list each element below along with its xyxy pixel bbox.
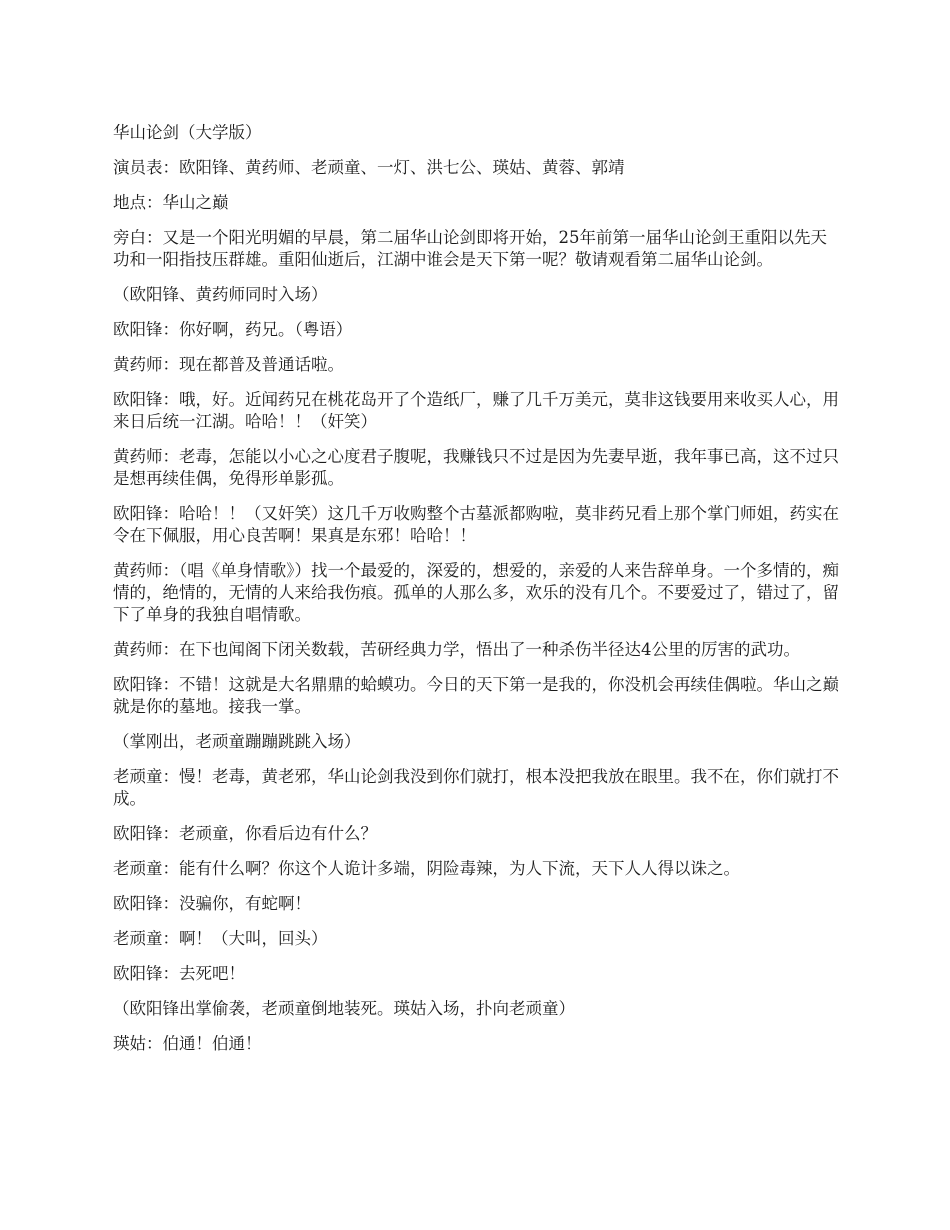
narration-paragraph: 旁白：又是一个阳光明媚的早晨，第二届华山论剑即将开始，25年前第一届华山论剑王重阳以先天功和一阳指技压群雄。重阳仙逝后，江湖中谁会是天下第一呢？敬请观看第二届华山论剑。 (113, 228, 827, 269)
stage-direction: （掌刚出，老顽童蹦蹦跳跳入场） (113, 732, 361, 751)
dialogue-line: 老顽童：啊！（大叫，回头） (113, 929, 328, 948)
dialogue-line: 黄药师：现在都普及普通话啦。 (113, 355, 344, 374)
location-line: 地点：华山之巅 (113, 193, 229, 212)
dialogue-line: 瑛姑：伯通！伯通！ (113, 1034, 262, 1053)
dialogue-line: 黄药师：（唱《单身情歌》）找一个最爱的，深爱的，想爱的，亲爱的人来告辞单身。一个多情的，痴情的，绝情的，无情的人来给我伤痕。孤单的人那么多，欢乐的没有几个。不要爱过了，错过了，留下了单身的我独自唱情歌。 (113, 561, 839, 624)
document-body (113, 122, 841, 1068)
dialogue-line: 黄药师：在下也闻阁下闭关数载，苦研经典力学，悟出了一种杀伤半径达4公里的厉害的武功。 (113, 640, 800, 659)
document-title: 华山论剑（大学版） (113, 123, 262, 142)
stage-direction: （欧阳锋出掌偷袭，老顽童倒地装死。瑛姑入场，扑向老顽童） (113, 999, 575, 1018)
dialogue-line: 欧阳锋：你好啊，药兄。（粤语） (113, 320, 353, 339)
stage-direction: （欧阳锋、黄药师同时入场） (113, 285, 328, 304)
dialogue-line: 黄药师：老毒，怎能以小心之心度君子腹呢，我赚钱只不过是因为先妻早逝，我年事已高，这不过只是想再续佳偶，免得形单影孤。 (113, 447, 839, 488)
dialogue-line: 欧阳锋：没骗你，有蛇啊！ (113, 894, 311, 913)
dialogue-line: 老顽童：能有什么啊？你这个人诡计多端，阴险毒辣，为人下流，天下人人得以诛之。 (113, 859, 740, 878)
dialogue-line: 老顽童：慢！老毒，黄老邪，华山论剑我没到你们就打，根本没把我放在眼里。我不在，你们就打不成。 (113, 767, 839, 808)
dialogue-line: 欧阳锋：不错！这就是大名鼎鼎的蛤蟆功。今日的天下第一是我的，你没机会再续佳偶啦。华山之巅就是你的墓地。接我一掌。 (113, 675, 839, 716)
dialogue-line: 欧阳锋：老顽童，你看后边有什么？ (113, 824, 377, 843)
dialogue-line: 欧阳锋：哈哈！！（又奸笑）这几千万收购整个古墓派都购啦，莫非药兄看上那个掌门师姐，药实在令在下佩服，用心良苦啊！果真是东邪！哈哈！！ (113, 504, 839, 545)
dialogue-line: 欧阳锋：哦，好。近闻药兄在桃花岛开了个造纸厂，赚了几千万美元，莫非这钱要用来收买人心，用来日后统一江湖。哈哈！！（奸笑） (113, 390, 839, 431)
cast-list: 演员表：欧阳锋、黄药师、老顽童、一灯、洪七公、瑛姑、黄蓉、郭靖 (113, 158, 625, 177)
dialogue-line: 欧阳锋：去死吧！ (113, 964, 245, 983)
